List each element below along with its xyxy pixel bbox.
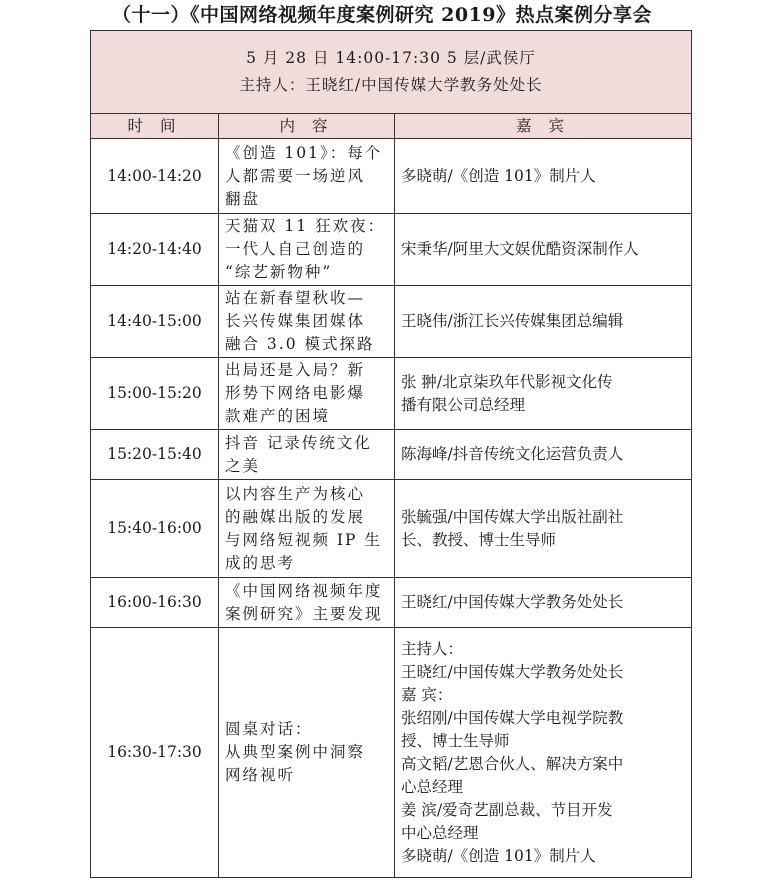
table-row [91,286,692,358]
content-line: 之美 [225,456,261,475]
row-content [219,628,395,878]
row-time: 15:00-15:20 [91,358,219,430]
row-content [219,358,395,430]
table-header-row [91,114,692,139]
content-line: 出局还是入局？新 [225,361,366,379]
guest-line: 长、教授、博士生导师 [401,530,557,549]
guest-line: 王晓伟/浙江长兴传媒集团总编辑 [401,312,624,330]
content-line: 一代人自己创造的 [225,240,366,258]
guest-line: 张毓强/中国传媒大学出版社副社 [401,507,624,526]
row-time: 16:30-17:30 [91,628,219,878]
row-content [219,286,395,358]
content-line: 《创造 101》：每个 [225,143,383,162]
guest-line: 心总经理 [401,777,464,796]
schedule-table [90,30,692,878]
row-time: 14:40-15:00 [91,286,219,358]
row-time: 14:00-14:20 [91,139,219,214]
guest-line: 嘉 宾： [401,685,453,704]
row-content [219,578,395,628]
content-line: 从典型案例中洞察 [225,743,366,761]
content-line: 《中国网络视频年度 [225,581,383,600]
table-row [91,480,692,578]
row-guest [395,286,692,358]
row-guest [395,139,692,214]
content-line: 长兴传媒集团媒体 [225,312,366,330]
row-guest [395,578,692,628]
content-line: 站在新春望秋收— [225,289,366,307]
header-content: 内 容 [219,114,395,139]
header-time: 时 间 [91,114,219,139]
content-line: 款难产的困境 [225,407,331,425]
content-line: 圆桌对话： [225,720,313,738]
table-row [91,214,692,286]
table-row [91,628,692,878]
guest-line: 多晓萌/《创造 101》制片人 [401,166,596,185]
content-line: 以内容生产为核心 [225,484,366,503]
row-content [219,139,395,214]
guest-line: 张绍刚/中国传媒大学电视学院教 [401,708,624,727]
guest-line: 王晓红/中国传媒大学教务处处长 [401,662,624,681]
row-time: 16:00-16:30 [91,578,219,628]
table-row [91,430,692,480]
content-line: 形势下网络电影爆 [225,384,366,402]
guest-line: 王晓红/中国传媒大学教务处处长 [401,593,624,611]
row-guest [395,214,692,286]
row-guest [395,430,692,480]
guest-line: 高文韬/艺恩合伙人、解决方案中 [401,754,624,773]
row-guest [395,358,692,430]
guest-line: 中心总经理 [401,823,479,842]
content-line: 人都需要一场逆风 [225,166,366,185]
table-row [91,578,692,628]
guest-line: 张 翀/北京柒玖年代影视文化传 [401,372,613,391]
guest-line: 宋秉华/阿里大文娱优酷资深制作人 [401,240,639,258]
session-host: 主持人：王晓红/中国传媒大学教务处处长 [239,76,543,94]
session-banner [91,31,692,114]
guest-line: 姜 滨/爱奇艺副总裁、节目开发 [401,800,613,819]
page-title: （十一）《中国网络视频年度案例研究 2019》热点案例分享会 [112,4,652,26]
guest-line: 多晓萌/《创造 101》制片人 [401,846,596,865]
content-line: 的融媒出版的发展 [225,507,366,526]
content-line: “综艺新物种” [225,263,333,281]
content-line: 与网络短视频 IP 生 [225,530,382,549]
session-date-time-venue: 5 月 28 日 14:00-17:30 5 层/武侯厅 [246,49,536,67]
content-line: 抖音 记录传统文化 [225,433,372,452]
row-content [219,214,395,286]
content-line: 天猫双 11 狂欢夜： [225,217,386,235]
guest-line: 授、博士生导师 [401,731,510,750]
row-content [219,430,395,480]
content-line: 网络视听 [225,766,296,784]
content-line: 案例研究》主要发现 [225,604,383,623]
row-time: 14:20-14:40 [91,214,219,286]
header-guest: 嘉 宾 [395,114,692,139]
content-line: 成的思考 [225,553,296,572]
guest-line: 陈海峰/抖音传统文化运营负责人 [401,445,624,463]
content-line: 融合 3.0 模式探路 [225,335,375,353]
content-line: 翻盘 [225,189,261,208]
guest-line: 主持人： [401,639,464,658]
row-guest [395,628,692,878]
table-row [91,358,692,430]
row-guest [395,480,692,578]
row-time: 15:20-15:40 [91,430,219,480]
row-time: 15:40-16:00 [91,480,219,578]
table-row [91,139,692,214]
row-content [219,480,395,578]
schedule-rows [91,139,692,878]
guest-line: 播有限公司总经理 [401,395,526,414]
